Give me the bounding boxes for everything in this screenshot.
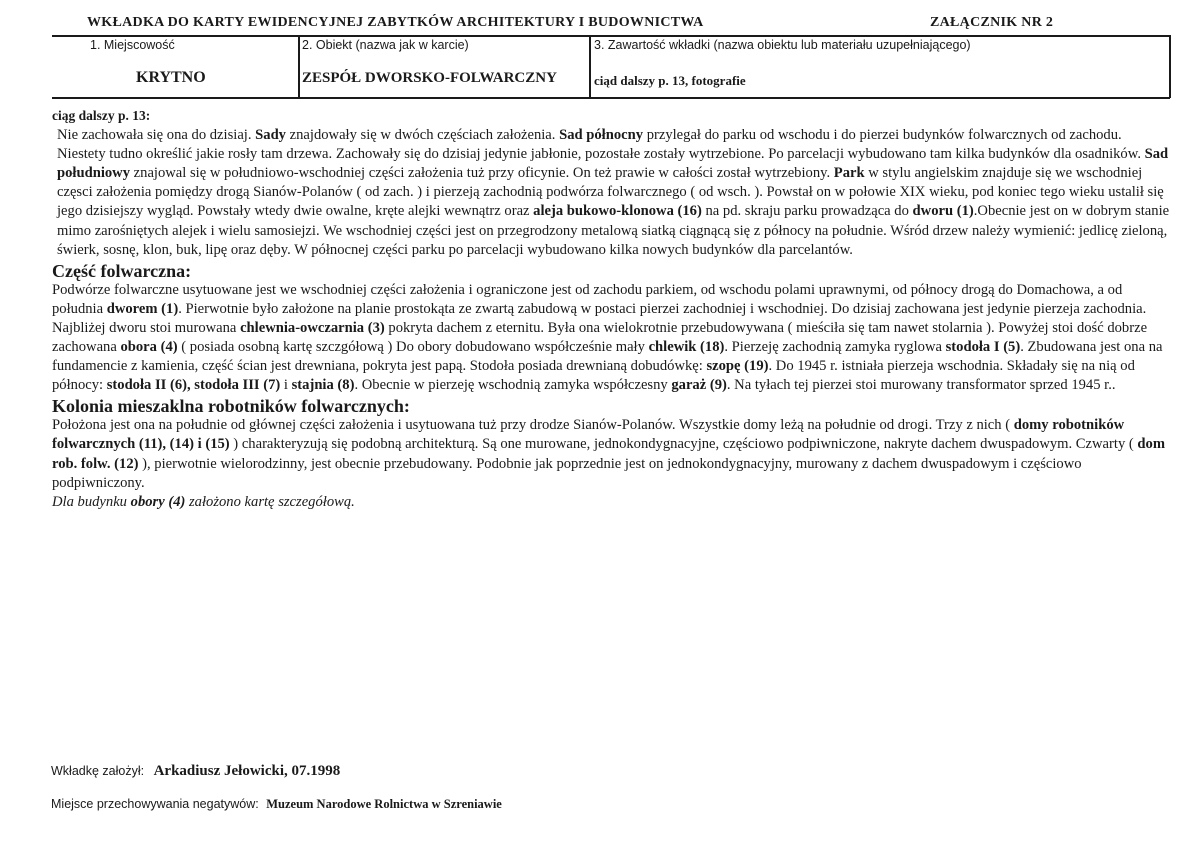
term-obora: obory (4)	[130, 493, 186, 510]
term-dwor: dworu (1)	[912, 203, 974, 220]
field-divider-2	[589, 35, 591, 98]
paragraph-farm	[52, 281, 1172, 396]
field-divider-3	[1169, 35, 1171, 98]
storage-label: Miejsce przechowywania negatywów:	[51, 797, 259, 811]
field-value-locality: KRYTNO	[136, 69, 206, 86]
text-run: . Pierzeję zachodnią zamyka ryglowa	[724, 339, 946, 356]
text-run: przylegał do parku od wschodu i do pierzei budynków folwarcznych od zachodu. Niestety tudno określić jakie rosły tam drzewa. Zachowały się do dzisiaj jedynie jabłonie, pozostałe zostały wytrzebione. Po parcelacji wybudowano tam kilka budynków dla osadników.	[57, 127, 1145, 163]
author-value: Arkadiusz Jełowicki, 07.1998	[153, 763, 341, 779]
document-title: WKŁADKA DO KARTY EWIDENCYJNEJ ZABYTKÓW ARCHITEKTURY I BUDOWNICTWA	[87, 15, 704, 30]
text-run: . Pierwotnie było założone na planie prostokąta ze zwartą zabudową w postaci pierzei zachodniej i wschodniej. Do dzisiaj zachowana jest jedynie pierzeja zachodnia. Najbliżej dworu stoi murowana	[52, 300, 1147, 336]
term-park: Park	[833, 165, 865, 182]
text-run: i	[280, 377, 292, 394]
closing-note	[52, 493, 1172, 512]
term-sad-poludniowy: Sad południowy	[57, 146, 1169, 182]
term-garaz: garaż (9)	[671, 377, 727, 394]
term-szopa: szopę (19)	[706, 358, 769, 375]
text-run: . Zbudowana jest ona na fundamencie z kamienia, część ścian jest drewniana, pokryta jest papą. Stodoła posiada drewnianą dobudówkę:	[52, 339, 1163, 375]
text-run: Nie zachowała się ona do dzisiaj.	[57, 127, 256, 144]
term-chlewik: chlewik (18)	[648, 339, 725, 356]
text-run: założono kartę szczegółową.	[185, 493, 355, 510]
term-chlewnia: chlewnia-owczarnia (3)	[240, 319, 385, 336]
term-domy: domy robotników folwarcznych (11), (14) i (15)	[52, 417, 1125, 453]
paragraph-colony	[52, 416, 1172, 492]
text-run: znajowal się w południowo-wschodniej części założenia tuż przy oficynie. On też prawie w całości został wytrzebiony.	[130, 165, 834, 182]
term-aleja: aleja bukowo-klonowa (16)	[533, 203, 702, 220]
text-run: Dla budynku	[52, 493, 131, 510]
storage-value: Muzeum Narodowe Rolnictwa w Szreniawie	[266, 797, 502, 811]
text-run: Podwórze folwarczne usytuowane jest we wschodniej części założenia i ograniczone jest od zachodu parkiem, od wschodu polami uprawnymi, od północy drogą do Domachowa, a od południa	[52, 281, 1123, 317]
text-run: . Do 1945 r. istniała pierzeja wschodnia. Składały się na nią od północy:	[52, 358, 1135, 394]
term-dwor: dworem (1)	[106, 300, 179, 317]
term-sad-polnocny: Sad północny	[559, 127, 644, 144]
text-run: ), pierwotnie wielorodzinny, jest obecnie przebudowany. Podobnie jak poprzednie jest on jednokondygnacyjny, murowany z dachem dwuspadowym i częściowo podpiwniczony.	[52, 455, 1082, 491]
term-stodoly: stodoła II (6), stodoła III (7)	[106, 377, 281, 394]
text-run: .Obecnie jest on w dobrym stanie mimo zarośniętych alejek i wielu samosiejzi. We wschodniej części jest on przegrodzony metalową siatką ciągnącą się z północy na południe. Wśród drzew należy wymienić: jedlicę zieloną, świerk, sosnę, klon, buk, lipę oraz dęby. W północnej części parku po parcelacji wybudowano kilka nowych budynków dla parcelantów.	[57, 203, 1170, 258]
continuation-note: ciąg dalszy p. 13:	[52, 108, 151, 123]
field-value-object: ZESPÓŁ DWORSKO-FOLWARCZNY	[302, 70, 557, 86]
text-run: . Na tyłach tej pierzei stoi murowany transformator sprzed 1945 r..	[726, 377, 1116, 394]
header-bottom-rule	[52, 97, 1170, 99]
section-heading-farm: Część folwarczna:	[52, 260, 192, 281]
attachment-number: ZAŁĄCZNIK NR 2	[930, 15, 1054, 30]
main-content	[52, 106, 1172, 512]
text-run: ( posiada osobną kartę szczgółową ) Do obory dobudowano współcześnie mały	[177, 339, 649, 356]
text-run: znajdowały się w dwóch częściach założenia.	[285, 127, 560, 144]
field-label-contents: 3. Zawartość wkładki (nazwa obiektu lub materiału uzupełniającego)	[594, 38, 971, 52]
author-label: Wkładkę założył:	[51, 764, 145, 778]
field-divider-1	[298, 35, 300, 98]
text-run: ) charakteryzują się podobną architekturą. Są one murowane, jednokondygnacyjne, częściowo podpiwniczone, nakryte dachem dwuspadowym. Czwarty (	[229, 436, 1138, 453]
term-obora: obora (4)	[120, 339, 178, 356]
term-stodola-1: stodoła I (5)	[945, 339, 1021, 356]
text-run: w stylu angielskim znajduje się we wschodniej częsci założenia pomiędzy drogą Sianów-Polanów ( od zach. ) i pierzeją zachodnią podwórza folwarcznego ( od wsch. ). Powstał on w połowie XIX wieku, pod koniec tego wieku ustalił się jego dzisiejszy wygląd. Powstały wtedy dwie owalne, kręte alejki wewnątrz oraz	[57, 165, 1164, 220]
text-run: Położona jest ona na południe od głównej części założenia i usytuowana tuż przy drodze Sianów-Polanów. Wszystkie domy leżą na południe od drogi. Trzy z nich (	[52, 417, 1014, 434]
term-sady: Sady	[255, 127, 286, 144]
text-run: na pd. skraju parku prowadząca do	[701, 203, 913, 220]
term-dom-rob: dom rob. folw. (12)	[52, 436, 1165, 472]
section-heading-colony: Kolonia mieszaklna robotników folwarcznych:	[52, 396, 410, 417]
paragraph-gardens-park	[52, 126, 1172, 260]
field-value-contents: ciąd dalszy p. 13, fotografie	[594, 73, 746, 88]
text-run: pokryta dachem z eternitu. Była ona wielokrotnie przebudowywana ( mieściła się tam nawet stolarnia ). Powyżej stoi dość dobrze zachowana	[52, 319, 1148, 356]
field-label-locality: 1. Miejscowość	[90, 38, 175, 52]
term-stajnia: stajnia (8)	[291, 377, 355, 394]
header-top-rule	[52, 35, 1170, 37]
text-run: . Obecnie w pierzeję wschodnią zamyka współczesny	[354, 377, 672, 394]
field-label-object: 2. Obiekt (nazwa jak w karcie)	[302, 38, 469, 52]
storage-line	[51, 797, 502, 812]
author-line	[51, 763, 340, 780]
